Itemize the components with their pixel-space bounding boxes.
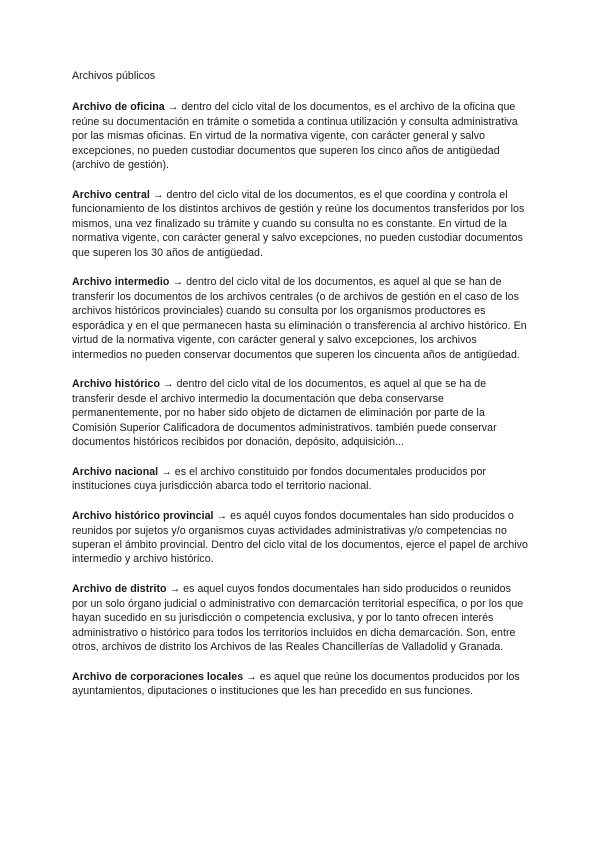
- document-title: Archivos públicos: [72, 70, 156, 82]
- entry-term: Archivo central: [72, 188, 150, 201]
- entry-term: Archivo histórico: [72, 378, 160, 391]
- entry-archivo-central: [72, 188, 528, 260]
- entry-definition: → es aquel cuyos fondos documentales han sido producidos o reunidos por un solo órgano judicial o administrativo con demarcación territorial específica, o por los que hayan sucedido en su jurisdicción o competencia exclusiva, y por lo tanto ofrecen interés administrativo o histórico para todos los territorios incluidos en dicha demarcación. Son, entre otros, archivos de distrito los Archivos de las Reales Chancillerías de Valladolid y Granada.: [72, 583, 524, 653]
- document-page: [72, 69, 528, 714]
- entry-term: Archivo histórico provincial: [72, 510, 214, 523]
- entry-archivo-nacional: [72, 465, 528, 494]
- entry-archivo-historico: [72, 377, 528, 449]
- entry-definition: → es aquel que reúne los documentos producidos por los ayuntamientos, diputaciones o instituciones que les han precedido en sus funciones.: [72, 670, 520, 698]
- entry-definition: → dentro del ciclo vital de los documentos, es el que coordina y controla el funcionamiento de los distintos archivos de gestión y reúne los documentos transferidos por los mismos, una vez finalizado su trámite y cuando su consulta no es constante. En virtud de la normativa vigente, con carácter general y salvo excepciones, no pueden custodiar documentos que superen los 30 años de antigüedad.: [72, 188, 525, 259]
- entry-archivo-intermedio: [72, 275, 528, 361]
- entry-term: Archivo de oficina: [72, 101, 165, 114]
- entry-definition: → dentro del ciclo vital de los documentos, es aquel al que se ha de transferir desde el archivo intermedio la documentación que deba conservarse permanentemente, por no haber sido objeto de dictamen de eliminación por parte de la Comisión Superior Calificadora de documentos administrativos. también puede conservar documentos históricos recibidos por donación, depósito, adquisición...: [72, 378, 497, 449]
- entry-term: Archivo intermedio: [72, 276, 170, 289]
- entry-definition: → dentro del ciclo vital de los documentos, es el archivo de la oficina que reúne su documentación en trámite o sometida a continua utilización y consulta administrativa por las mismas oficinas. En virtud de la normativa vigente, con carácter general y salvo excepciones, no pueden custodiar documentos que superen los cinco años de antigüedad (archivo de gestión).: [72, 101, 518, 172]
- entry-archivo-de-corporaciones-locales: [72, 670, 528, 699]
- entry-archivo-historico-provincial: [72, 509, 528, 567]
- entry-archivo-de-distrito: [72, 582, 528, 654]
- entry-term: Archivo nacional: [72, 465, 159, 478]
- entry-term: Archivo de corporaciones locales: [72, 670, 244, 683]
- entry-definition: → es aquél cuyos fondos documentales han sido producidos o reunidos por sujetos y/o organismos cuyas actividades administrativas y/o competencias no superan el ámbito provincial. Dentro del ciclo vital de los documentos, ejerce el papel de archivo intermedio y archivo histórico.: [72, 510, 528, 566]
- entry-term: Archivo de distrito: [72, 583, 167, 596]
- entry-definition: → es el archivo constituido por fondos documentales producidos por instituciones cuya jurisdicción abarca todo el territorio nacional.: [72, 465, 486, 493]
- entry-definition: → dentro del ciclo vital de los documentos, es aquel al que se han de transferir los documentos de los archivos centrales (o de archivos de gestión en el caso de los archivos históricos provinciales) cuando su consulta por los organismos productores es esporádica y en el que permanecen hasta su eliminación o transferencia al archivo histórico. En virtud de la normativa vigente, con carácter general y salvo excepciones, los archivos intermedios no pueden conservar documentos que superen los cincuenta años de antigüedad.: [72, 276, 527, 361]
- entry-archivo-de-oficina: [72, 100, 528, 172]
